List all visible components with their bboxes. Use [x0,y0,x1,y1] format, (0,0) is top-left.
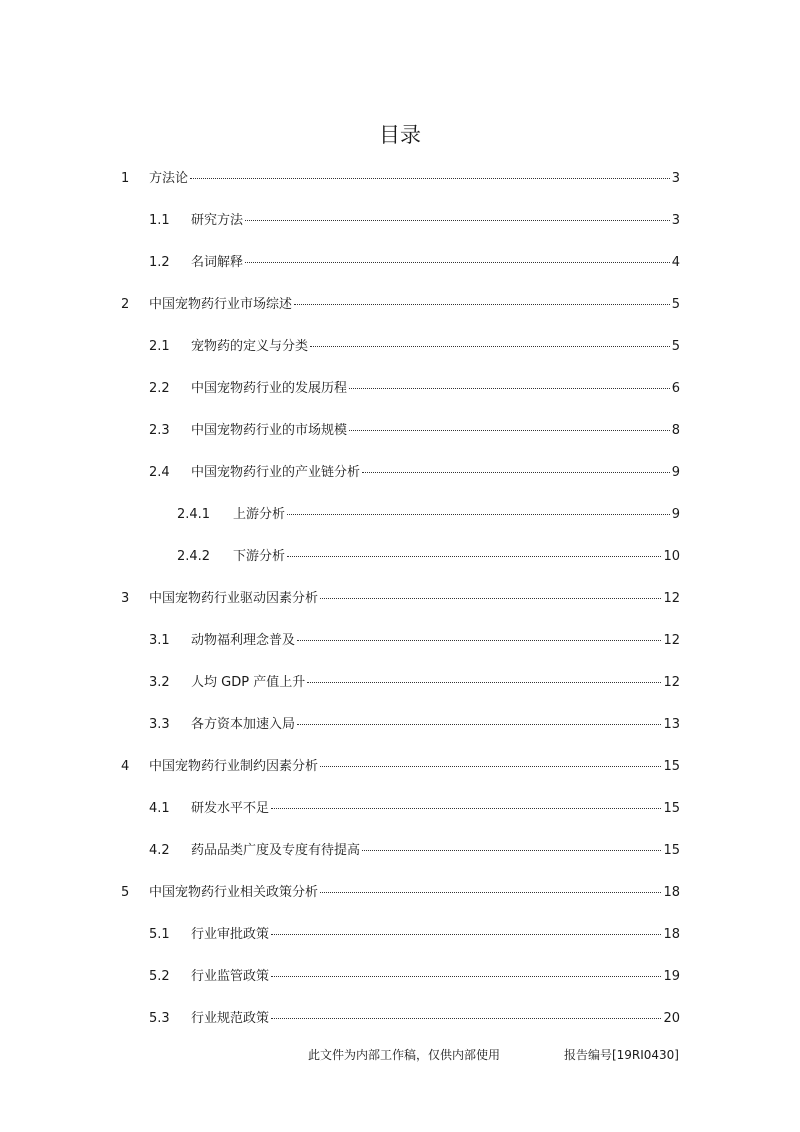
toc-entry[interactable] [0,829,800,871]
toc-entry-title[interactable]: 下游分析 [233,549,286,564]
toc-entry-title[interactable]: 各方资本加速入局 [191,717,296,732]
toc-dot-leader [271,975,661,977]
toc-dot-leader [245,219,670,221]
toc-entry-line[interactable] [121,758,680,776]
toc-entry-line[interactable] [149,380,680,398]
toc-entry-line[interactable] [177,506,680,524]
toc-dot-leader [271,807,661,809]
toc-entry-page: 5 [671,297,680,312]
toc-entry-title[interactable]: 上游分析 [233,507,286,522]
toc-entry[interactable] [0,745,800,787]
toc-entry-page: 15 [663,843,680,858]
toc-entry-line[interactable] [149,254,680,272]
toc-entry-title[interactable]: 人均 GDP 产值上升 [191,675,306,690]
toc-entry-page: 18 [663,927,680,942]
toc-entry-line[interactable] [149,1010,680,1028]
toc-dot-leader [297,723,661,725]
toc-entry-page: 10 [663,549,680,564]
toc-entry-title[interactable]: 行业审批政策 [191,927,270,942]
toc-entry-number: 2.1 [149,339,170,354]
toc-entry-title[interactable]: 中国宠物药行业相关政策分析 [149,885,319,900]
toc-dot-leader [307,681,661,683]
toc-entry-number: 2 [121,297,130,312]
toc-entry-line[interactable] [121,170,680,188]
toc-entry-number: 4 [121,759,130,774]
toc-entry-number: 2.4 [149,465,170,480]
toc-dot-leader [310,345,670,347]
toc-dot-leader [271,1017,661,1019]
toc-entry-page: 19 [663,969,680,984]
toc-entry[interactable] [0,871,800,913]
page-title: 目录 [379,123,421,147]
toc-entry-number: 2.4.1 [177,507,211,522]
toc-entry-title[interactable]: 中国宠物药行业的市场规模 [191,423,348,438]
toc-entry-number: 5.1 [149,927,170,942]
toc-entry-number: 5.3 [149,1011,170,1026]
toc-entry[interactable] [0,451,800,493]
toc-entry-title[interactable]: 中国宠物药行业的产业链分析 [191,465,361,480]
toc-entry-page: 3 [671,213,680,228]
toc-entry-title[interactable]: 药品品类广度及专度有待提高 [191,843,361,858]
toc-entry-line[interactable] [149,926,680,944]
toc-entry-line[interactable] [149,632,680,650]
toc-entry[interactable] [0,535,800,577]
toc-dot-leader [320,765,661,767]
toc-entry-title[interactable]: 宠物药的定义与分类 [191,339,309,354]
table-of-contents [0,157,800,1039]
toc-entry[interactable] [0,367,800,409]
toc-entry-number: 2.3 [149,423,170,438]
toc-entry-line[interactable] [149,212,680,230]
toc-entry-title[interactable]: 研发水平不足 [191,801,270,816]
toc-dot-leader [349,429,670,431]
toc-dot-leader [287,513,670,515]
toc-entry-number: 1.2 [149,255,170,270]
toc-entry[interactable] [0,157,800,199]
toc-entry-number: 5.2 [149,969,170,984]
toc-entry[interactable] [0,997,800,1039]
toc-entry-page: 9 [671,465,680,480]
toc-entry-title[interactable]: 名词解释 [191,255,244,270]
toc-entry[interactable] [0,703,800,745]
toc-dot-leader [271,933,661,935]
toc-entry[interactable] [0,493,800,535]
toc-entry-line[interactable] [149,800,680,818]
toc-entry[interactable] [0,913,800,955]
toc-dot-leader [320,891,661,893]
toc-entry-number: 5 [121,885,130,900]
toc-entry-number: 1 [121,171,130,186]
toc-entry-page: 5 [671,339,680,354]
toc-entry-number: 4.2 [149,843,170,858]
toc-entry-line[interactable] [149,968,680,986]
toc-dot-leader [294,303,670,305]
toc-entry-page: 12 [663,591,680,606]
toc-entry-page: 12 [663,633,680,648]
toc-entry[interactable] [0,199,800,241]
toc-entry[interactable] [0,283,800,325]
toc-entry-page: 18 [663,885,680,900]
toc-entry-title[interactable]: 方法论 [149,171,189,186]
toc-entry-line[interactable] [149,716,680,734]
toc-entry-page: 15 [663,759,680,774]
toc-entry-page: 4 [671,255,680,270]
footer-internal-note: 此文件为内部工作稿，仅供内部使用 [308,1048,501,1062]
toc-entry-page: 3 [671,171,680,186]
toc-entry[interactable] [0,619,800,661]
toc-entry-title[interactable]: 行业规范政策 [191,1011,270,1026]
page-footer [0,1046,800,1064]
toc-entry-title[interactable]: 研究方法 [191,213,244,228]
toc-entry-page: 9 [671,507,680,522]
toc-entry[interactable] [0,241,800,283]
toc-dot-leader [362,471,670,473]
toc-entry-title[interactable]: 中国宠物药行业制约因素分析 [149,759,319,774]
toc-entry-number: 3.3 [149,717,170,732]
toc-entry-line[interactable] [121,590,680,608]
toc-entry[interactable] [0,661,800,703]
toc-dot-leader [320,597,661,599]
toc-entry-number: 2.2 [149,381,170,396]
toc-entry-page: 13 [663,717,680,732]
footer-report-id: 报告编号[19RI0430] [563,1048,679,1062]
toc-dot-leader [362,849,661,851]
toc-entry[interactable] [0,787,800,829]
toc-entry-title[interactable]: 动物福利理念普及 [191,633,296,648]
toc-entry-line[interactable] [149,464,680,482]
toc-entry-line[interactable] [121,884,680,902]
toc-entry-line[interactable] [177,548,680,566]
toc-entry[interactable] [0,955,800,997]
toc-entry-line[interactable] [121,296,680,314]
toc-entry-line[interactable] [149,422,680,440]
toc-entry-title[interactable]: 行业监管政策 [191,969,270,984]
toc-dot-leader [349,387,670,389]
toc-entry-title[interactable]: 中国宠物药行业的发展历程 [191,381,348,396]
toc-dot-leader [245,261,670,263]
toc-dot-leader [297,639,661,641]
toc-entry-page: 6 [671,381,680,396]
toc-entry[interactable] [0,409,800,451]
toc-entry[interactable] [0,325,800,367]
toc-entry-title[interactable]: 中国宠物药行业驱动因素分析 [149,591,319,606]
toc-entry[interactable] [0,577,800,619]
toc-entry-number: 3 [121,591,130,606]
toc-entry-line[interactable] [149,338,680,356]
toc-dot-leader [287,555,661,557]
toc-entry-number: 3.2 [149,675,170,690]
toc-entry-title[interactable]: 中国宠物药行业市场综述 [149,297,293,312]
toc-entry-number: 3.1 [149,633,170,648]
toc-entry-number: 2.4.2 [177,549,211,564]
toc-entry-page: 8 [671,423,680,438]
toc-entry-page: 15 [663,801,680,816]
toc-entry-page: 12 [663,675,680,690]
toc-entry-number: 4.1 [149,801,170,816]
toc-entry-line[interactable] [149,842,680,860]
toc-entry-number: 1.1 [149,213,170,228]
toc-entry-line[interactable] [149,674,680,692]
toc-dot-leader [190,177,670,179]
toc-entry-page: 20 [663,1011,680,1026]
